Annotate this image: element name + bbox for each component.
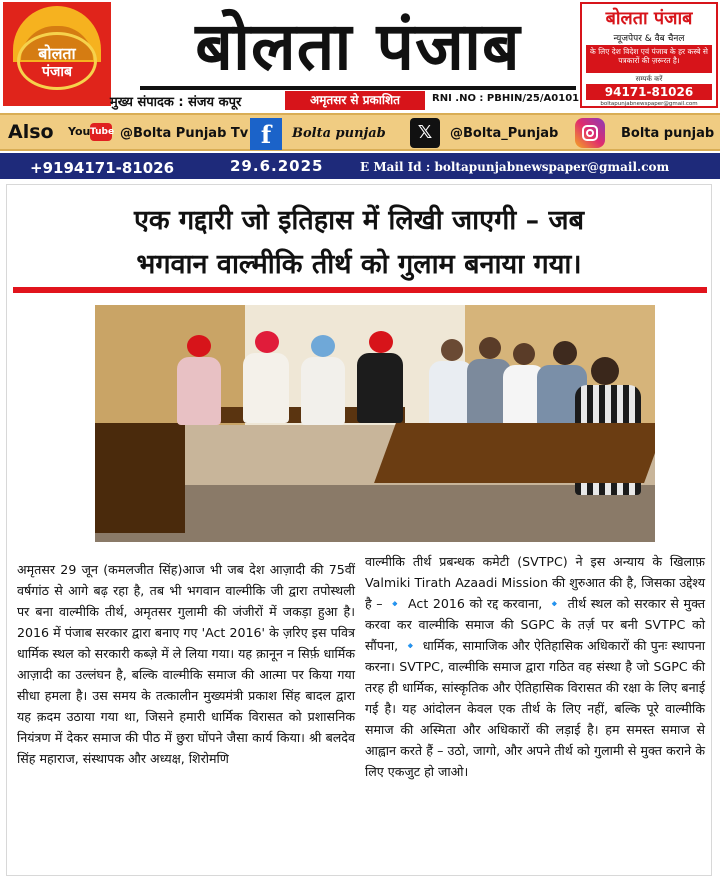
- rni-number: RNI .NO : PBHIN/25/A0101: [432, 93, 580, 104]
- contact-email[interactable]: E Mail Id : boltapunjabnewspaper@gmail.com: [360, 160, 670, 174]
- person-head: [441, 339, 463, 361]
- headline-line-2: भगवान वाल्मीकि तीर्थ को गुलाम बनाया गया।: [136, 249, 582, 280]
- person-head: [311, 335, 335, 357]
- contact-phone[interactable]: +9194171-81026: [30, 159, 175, 177]
- ad-phone-label: सम्पर्क करें: [635, 75, 663, 83]
- instagram-handle[interactable]: Bolta punjab: [621, 126, 715, 141]
- youtube-handle[interactable]: @Bolta Punjab Tv: [120, 126, 249, 141]
- photo-side-table: [95, 423, 185, 533]
- article-column-left: [17, 559, 355, 769]
- logo-text-line1: बोलता: [38, 44, 76, 63]
- x-icon[interactable]: 𝕏: [410, 118, 440, 148]
- youtube-tube-text: Tube: [90, 123, 112, 141]
- title-underline: [140, 86, 576, 90]
- meeting-photo: [95, 305, 655, 542]
- article-card: [6, 184, 712, 876]
- article-text-right: वाल्मीकि तीर्थ प्रबन्धक कमेटी (SVTPC) ने इस अन्याय के खिलाफ़ Valmiki Tirath Azaadi Mission की शुरुआत की है, जिसका उद्देश्य है – 🔹 Act 2016 को रद्द करवाना, 🔹 तीर्थ स्थल को सरकार से मुक्त करवा कर वाल्मीकि समाज की SGPC के तर्ज़ पर बनी SVTPC को सौंपना, 🔹 धार्मिक, सामाजिक और ऐतिहासिक अधिकारों की पुनः स्थापना करना। SVTPC, वाल्मीकि समाज द्वारा गठित वह संस्था है जो SGPC की तरह ही धार्मिक, सांस्कृतिक और ऐतिहासिक विरासत की रक्षा के लिए बनाई गई है। यह आंदोलन केवल एक तीर्थ के लिए नहीं, बल्कि पूरे वाल्मीकि समाज की अस्मिता और अधिकारों की लड़ाई है। हम समस्त समाज से आह्वान करते हैं – उठो, जागो, और अपने तीर्थ को गुलामी से मुक्त कराने के लिए एकजुट हो जाओ।: [365, 554, 705, 779]
- person-figure: [243, 353, 289, 423]
- date-bar: [0, 153, 720, 179]
- ad-subtitle: न्यूजपेपर & वैब चैनल: [613, 34, 685, 44]
- also-label: Also: [8, 121, 54, 143]
- chief-editor-label: मुख्य संपादक : संजय कपूर: [110, 95, 242, 110]
- ad-title: बोलता पंजाब: [605, 8, 693, 29]
- ad-text: के लिए देश विदेश एवं पंजाब के हर कस्बे से पत्रकारों की ज़रूरत है।: [586, 45, 712, 73]
- person-head: [553, 341, 577, 365]
- person-head: [479, 337, 501, 359]
- person-figure: [177, 357, 221, 425]
- masthead: [0, 0, 720, 112]
- brand-logo[interactable]: [3, 2, 111, 106]
- youtube-icon[interactable]: [68, 123, 115, 143]
- facebook-handle[interactable]: Bolta punjab: [292, 126, 386, 141]
- instagram-icon[interactable]: [575, 118, 605, 148]
- issue-date: 29.6.2025: [230, 157, 324, 175]
- newspaper-title: बोलता पंजाब: [195, 7, 521, 85]
- article-headline: [21, 199, 697, 287]
- article-column-right: [365, 551, 705, 782]
- person-figure: [301, 357, 345, 425]
- x-handle[interactable]: @Bolta_Punjab: [450, 126, 559, 141]
- social-bar: [0, 113, 720, 151]
- person-head: [591, 357, 619, 385]
- ad-phone[interactable]: 94171-81026: [586, 84, 712, 100]
- person-head: [187, 335, 211, 357]
- photo-front-table: [374, 423, 655, 483]
- headline-rule: [13, 287, 707, 293]
- person-head: [369, 331, 393, 353]
- published-from-badge: अमृतसर से प्रकाशित: [285, 91, 425, 110]
- ad-email[interactable]: boltapunjabnewspaper@gmail.com: [600, 101, 698, 107]
- instagram-lens-shape: [586, 129, 594, 137]
- person-head: [513, 343, 535, 365]
- logo-text-line2: पंजाब: [42, 64, 72, 80]
- headline-line-1: एक गद्दारी जो इतिहास में लिखी जाएगी – जब: [133, 205, 585, 236]
- person-head: [255, 331, 279, 353]
- youtube-you-text: You: [68, 125, 91, 138]
- person-figure: [357, 353, 403, 423]
- recruitment-ad: [580, 2, 718, 108]
- article-text-left: अमृतसर 29 जून (कमलजीत सिंह)आज भी जब देश आज़ादी की 75वीं वर्षगांठ से आगे बढ़ रहा है, तब भी भगवान वाल्मीकि जी द्वारा तपोस्थली पर बना वाल्मीकि तीर्थ, अमृतसर गुलामी की जंजीरों में जकड़ा हुआ है। 2016 में पंजाब सरकार द्वारा बनाए गए 'Act 2016' के ज़रिए इस पवित्र धार्मिक स्थल को सरकारी कब्ज़े में ले लिया गया। यह क़ानून न सिर्फ़ धार्मिक आज़ादी का उल्लंघन है, बल्कि वाल्मीकि समाज की आत्मा पर किया गया सीधा हमला है। उस समय के तत्कालीन मुख्यमंत्री प्रकाश सिंह बादल द्वारा यह क़दम उठाया गया था, जिसने हमारी धार्मिक विरासत को प्रशासनिक नियंत्रण में देकर समाज की पीठ में छुरा घोंपने जैसा कार्य किया। श्री बलदेव सिंह महाराज, संस्थापक और अध्यक्ष, शिरोमणि: [17, 562, 355, 766]
- facebook-icon[interactable]: f: [250, 118, 282, 150]
